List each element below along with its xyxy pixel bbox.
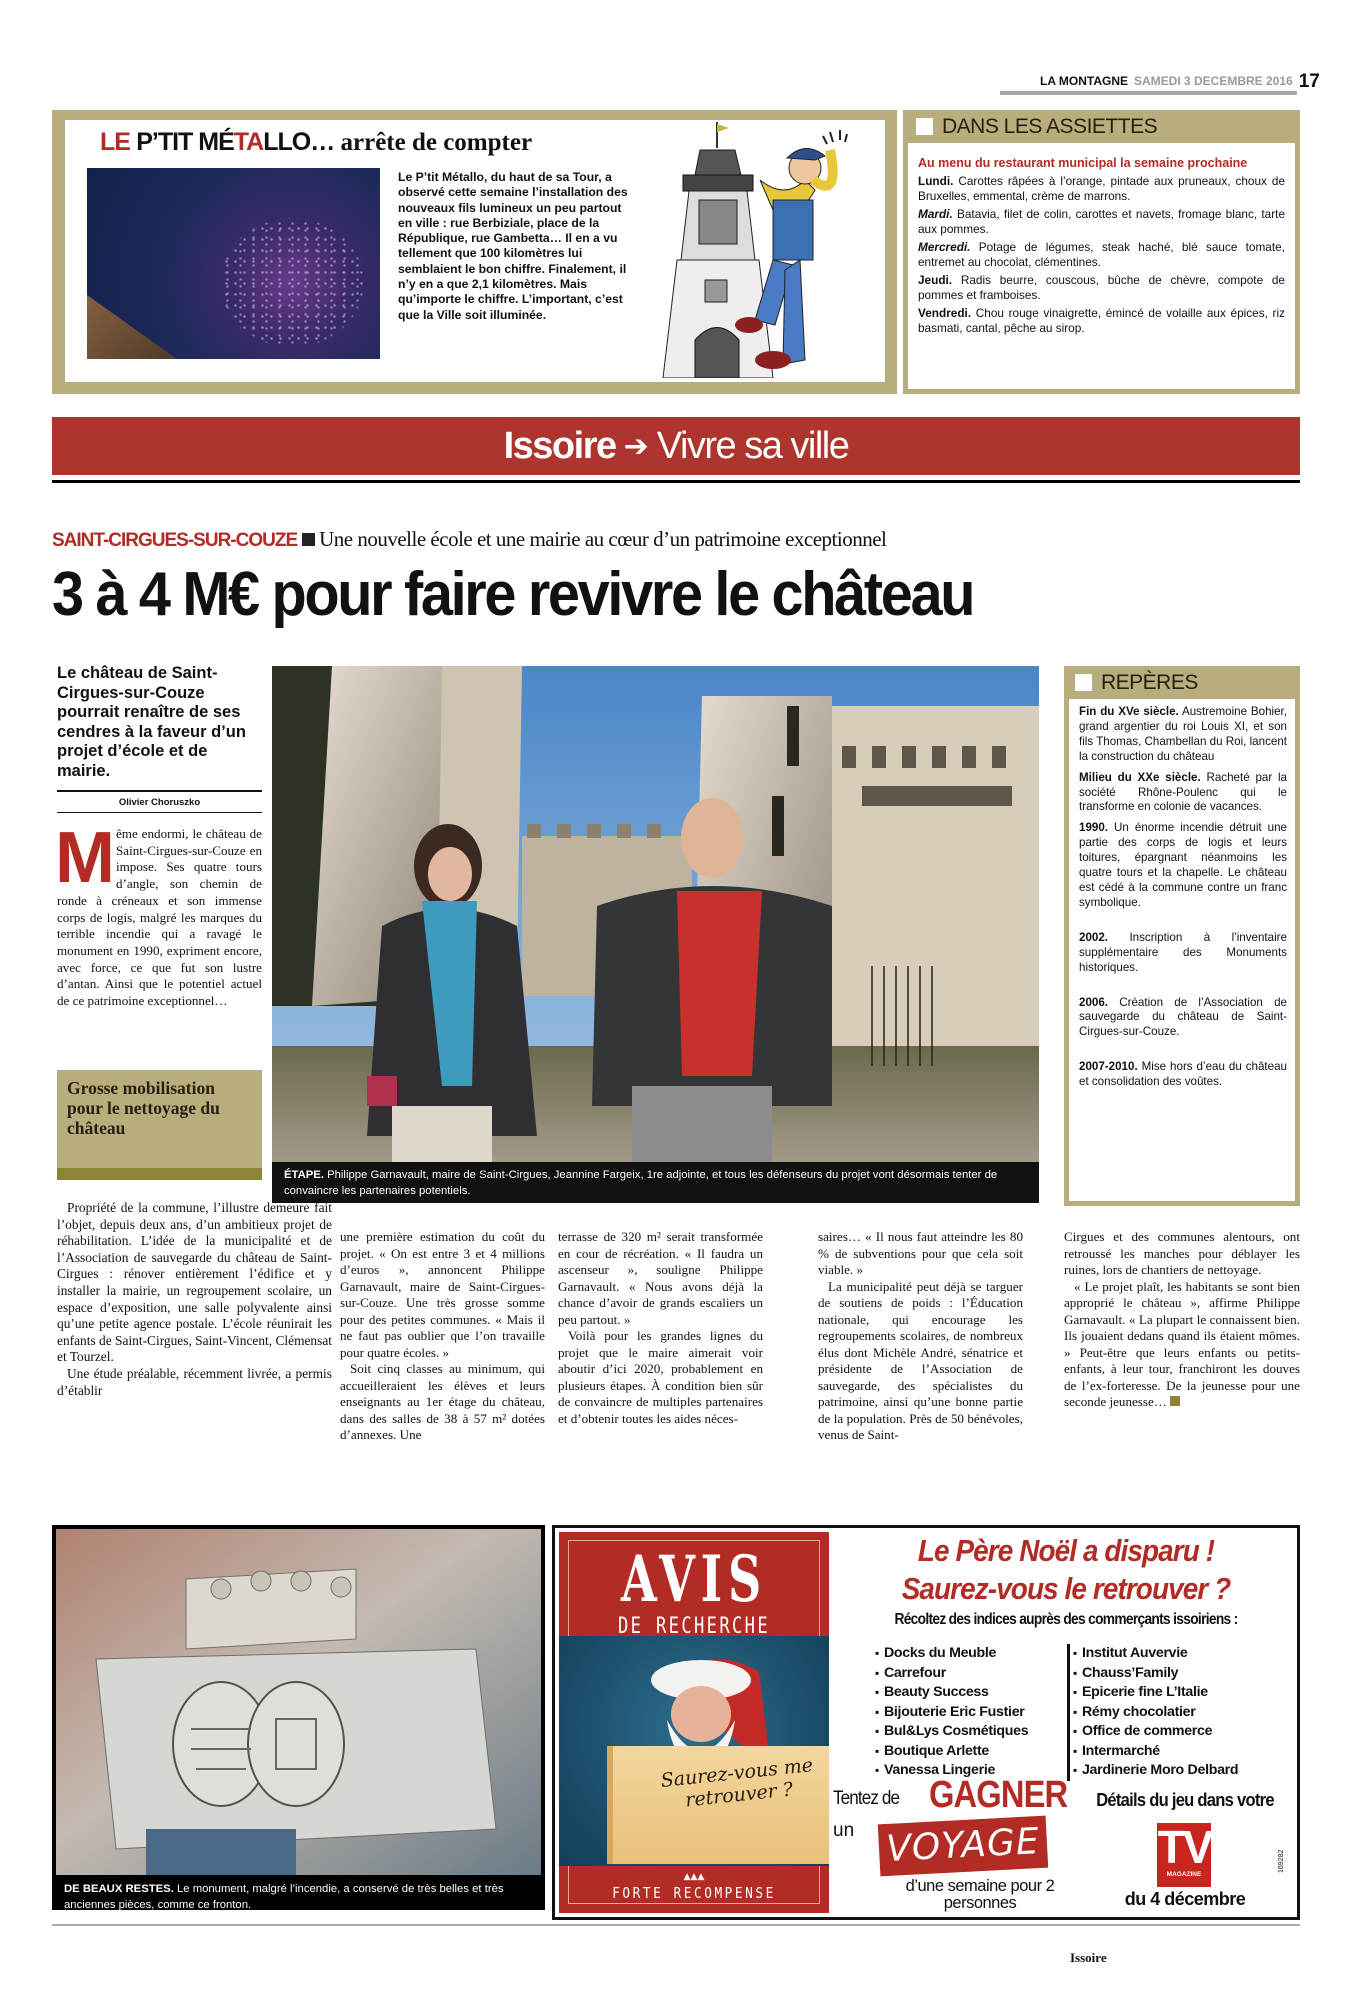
wanted-poster — [559, 1532, 829, 1913]
metallo-box — [52, 110, 897, 394]
shop-item: ▪ Bul&Lys Cosmétiques — [875, 1722, 1028, 1742]
section-rubric: Vivre sa ville — [656, 424, 849, 467]
advertisement — [552, 1525, 1300, 1920]
section-band — [52, 417, 1300, 475]
intertitle-bar — [57, 1168, 262, 1180]
paragraph: Cirgues et des communes alentours, ont retroussé les manches pour déblayer les ruines, lors de chantiers de nettoyage. — [1064, 1229, 1300, 1277]
ad-duration: d’une semaine pour 2 personnes — [905, 1877, 1055, 1912]
menu-day: Vendredi. Chou rouge vinaigrette, émincé de volaille aux épices, riz basmati, cantal, pêche au sirop. — [918, 306, 1285, 335]
square-bullet-icon — [916, 118, 933, 135]
shop-item: ▪ Intermarché — [1073, 1742, 1238, 1762]
shop-item: ▪ Carrefour — [875, 1664, 1028, 1684]
article-column — [340, 1229, 545, 1444]
menu-subtitle: Au menu du restaurant municipal la semaine prochaine — [918, 156, 1248, 170]
article-column — [818, 1229, 1023, 1444]
ad-code: 169282 — [1278, 1849, 1285, 1873]
ad-un: un — [833, 1820, 855, 1841]
footer-section: Issoire — [1070, 1950, 1107, 1965]
poster-subtitle: DE RECHERCHE — [617, 1614, 771, 1639]
tree-icons: ▲▲▲ — [683, 1872, 705, 1882]
paragraph: terrasse de 320 m² serait transformée en cour de récréation. « Il faudra un ascenseur », souligne Philippe Garnavault. « Nous avons déjà la chance d’avoir de grands escaliers un peu partout. » — [558, 1229, 763, 1327]
ad-details: Détails du jeu dans votre — [1096, 1790, 1274, 1810]
kicker-text: Une nouvelle école et une mairie au cœur d’un patrimoine exceptionnel — [319, 527, 887, 551]
footer-rule — [52, 1924, 1300, 1926]
kicker-location: SAINT-CIRGUES-SUR-COUZE — [52, 530, 298, 551]
main-photo-caption: ÉTAPE. Philippe Garnavault, maire de Saint-Cirgues, Jeannine Fargeix, 1re adjointe, et tous les défenseurs du projet vont désormais tenter de convaincre les partenaires potentiels. — [284, 1169, 998, 1197]
ad-voyage-label: VOYAGE — [878, 1816, 1048, 1877]
shop-item: ▪ Docks du Meuble — [875, 1644, 1028, 1664]
illuminations-photo — [87, 168, 380, 359]
shop-item: ▪ Vanessa Lingerie — [875, 1761, 1028, 1781]
article-standfirst: Le château de Saint-Cirgues-sur-Couze pourrait renaître de ses cendres à la faveur d’un projet d’école et de mairie. — [57, 664, 246, 780]
shop-item: ▪ Institut Auvervie — [1073, 1644, 1238, 1664]
paragraph: Propriété de la commune, l’illustre demeure fait l’objet, depuis deux ans, d’un ambitieux projet de réhabilitation. L’idée de la municipalité et de l’Association de sauvegarde du château de Saint-Cirgues : rénover entièrement l’édifice et y installer la mairie, un regroupement scolaire, un espace d’exposition, une salle polyvalente ainsi qu’une petite agence postale. L’école réunirait les enfants de Saint-Cirgues, Saint-Vincent, Clémensat et Tourzel. — [57, 1200, 332, 1365]
timeline-item: 2002. Inscription à l’inventaire supplémentaire des Monuments historiques. — [1079, 930, 1287, 974]
timeline-header: REPÈRES — [1101, 670, 1198, 694]
shop-list-left — [875, 1644, 1028, 1781]
shop-item: ▪ Chauss’Family — [1073, 1664, 1238, 1684]
menu-day: Mercredi. Potage de légumes, steak haché, blé sauce tomate, entremet au chocolat, clémentines. — [918, 240, 1285, 269]
paragraph: Une étude préalable, récemment livrée, a permis d’établir — [57, 1365, 332, 1398]
article-kicker — [52, 527, 886, 552]
square-bullet-icon — [1075, 674, 1092, 691]
menu-day: Jeudi. Radis beurre, couscous, bûche de chèvre, compote de pommes et framboises. — [918, 273, 1285, 302]
chateau-photo — [272, 666, 1039, 1162]
menu-box-header: DANS LES ASSIETTES — [942, 114, 1158, 138]
end-of-article-mark — [1170, 1396, 1180, 1406]
shop-list-right — [1067, 1644, 1238, 1781]
poster-scroll-text: Saurez-vous me retrouver ? — [659, 1754, 814, 1812]
fronton-photo-caption: DE BEAUX RESTES. Le monument, malgré l’incendie, a conservé de très belles et très anciennes pièces, comme ce fronton. — [64, 1883, 504, 1911]
paragraph: Voilà pour les grandes lignes du projet que le maire aimerait voir aboutir d’ici 2020, probablement en plusieurs étapes. À condition bien sûr de convaincre de multiples partenaires et d’obtenir toutes les aides néces- — [558, 1328, 763, 1426]
paragraph: une première estimation du coût du projet. « On est entre 3 et 4 millions d’euros », annoncent Philippe Garnavault, maire de Saint-Cirgues-sur-Couze. Une très grosse somme pour des petites communes. « Mais il ne faut pas oublier que l’on travaille pour quatre écoles. » — [340, 1229, 545, 1360]
arrow-right-icon: ➔ — [623, 428, 649, 464]
article-headline: 3 à 4 M€ pour faire revivre le château — [52, 560, 974, 629]
square-bullet-icon — [302, 533, 315, 546]
shop-item: ▪ Jardinerie Moro Delbard — [1073, 1761, 1238, 1781]
timeline-box — [1064, 666, 1300, 1206]
ad-date: du 4 décembre — [1124, 1889, 1246, 1909]
shop-item: ▪ Office de commerce — [1073, 1722, 1238, 1742]
article-lead: Même endormi, le château de Saint-Cirgues-sur-Couze en impose. Ses quatre tours d’angle, son chemin de ronde à créneaux et son immense corps de logis, malgré les marques du terrible incendie qui a ravagé le monument en 1990, expriment encore, avec force, ce que fut son lustre d’antan. Ainsi que le potentiel actuel de ce patrimoine exceptionnel… — [55, 818, 262, 1009]
page-number: 17 — [1298, 71, 1320, 92]
ad-tentez: Tentez de — [833, 1788, 900, 1809]
paragraph: « Le projet plaît, les habitants se sont bien approprié le château », affirme Philippe Garnavault. « La plupart le connaissent bien. Ils jouaient dedans quand ils étaient mômes. » Peut-être que leurs enfants ou petits-enfants, à leur tour, franchiront les douves de l’ex-forteresse. De la jeunesse pour une seconde jeunesse… — [1064, 1278, 1300, 1409]
article-column — [1064, 1229, 1300, 1411]
timeline-item: 2007-2010. Mise hors d’eau du château et consolidation des voûtes. — [1079, 1060, 1287, 1089]
drop-cap: M — [55, 818, 112, 898]
article-column — [558, 1229, 763, 1427]
article-intertitle: Grosse mobilisation pour le nettoyage du château — [57, 1070, 262, 1168]
article-author: Olivier Choruszko — [118, 797, 201, 808]
shop-item: ▪ Boutique Arlette — [875, 1742, 1028, 1762]
tv-magazine-logo: TV MAGAZINE — [1157, 1823, 1211, 1887]
newspaper-name: LA MONTAGNE — [1040, 74, 1128, 88]
shop-item: ▪ Epicerie fine L’Italie — [1073, 1683, 1238, 1703]
page-folio — [1040, 71, 1320, 93]
shop-item: ▪ Rémy chocolatier — [1073, 1703, 1238, 1723]
metallo-cartoon-illustration — [655, 120, 870, 378]
folio-rule — [1000, 91, 1297, 95]
ad-intro: Récoltez des indices auprès des commerçants issoiriens : — [894, 1611, 1238, 1628]
timeline-item: Milieu du XXe siècle. Racheté par la société Rhône-Poulenc qui le transforme en colonie de vacances. — [1079, 770, 1287, 814]
article-column — [57, 1200, 332, 1399]
issue-date: SAMEDI 3 DECEMBRE 2016 — [1134, 74, 1293, 88]
main-photo — [272, 666, 1039, 1203]
section-city: Issoire — [503, 424, 616, 467]
coat-of-arms-photo — [56, 1529, 541, 1875]
shop-item: ▪ Bijouterie Eric Fustier — [875, 1703, 1028, 1723]
menu-day: Mardi. Batavia, filet de colin, carottes et navets, fromage blanc, tarte aux pommes. — [918, 207, 1286, 236]
poster-title: AVIS — [620, 1542, 768, 1617]
ad-gagner: GAGNER — [929, 1774, 1068, 1816]
shop-item: ▪ Beauty Success — [875, 1683, 1028, 1703]
metallo-text: Le P’tit Métallo, du haut de sa Tour, a observé cette semaine l’installation des nouveaux fils lumineux un peu partout en ville : rue Berbiziale, place de la République, rue Gambetta… Il en a vu tellement que 100 kilomètres lui semblaient le bon chiffre. Finalement, il n’y en a que 2,1 kilomètres. Mais qu’importe le chiffre. L’important, c’est que la Ville soit illuminée. — [398, 170, 628, 322]
timeline-item: Fin du XVe siècle. Austremoine Bohier, grand argentier du roi Louis XI, et son fils Thomas, Chambellan du Roi, lancent la construction du château — [1079, 705, 1287, 763]
ad-title: Le Père Noël a disparu ! Saurez-vous le retrouver ? — [901, 1533, 1231, 1606]
timeline-item: 1990. Un énorme incendie détruit une partie des corps de logis et leurs toitures, épargnant néanmoins les quatre tours et la chapelle. Le château est cédé à la commune contre un franc symbolique. — [1079, 821, 1287, 909]
menu-day: Lundi. Carottes râpées à l’orange, pintade aux pruneaux, choux de Bruxelles, emmental, crème de marrons. — [918, 174, 1286, 203]
paragraph: saires… « Il nous faut atteindre les 80 % de subventions pour que cela soit viable. » — [818, 1229, 1023, 1277]
poster-footer: FORTE RECOMPENSE — [612, 1884, 776, 1902]
byline-rule — [57, 790, 262, 792]
menu-box — [903, 110, 1300, 394]
section-rule — [52, 480, 1300, 483]
byline-rule — [57, 812, 262, 813]
fronton-photo — [52, 1525, 545, 1910]
metallo-title: LE P’TIT MÉTALLO… arrête de compter — [100, 128, 533, 156]
paragraph: Soit cinq classes au minimum, qui accueilleraient les élèves et leurs enseignants au 1er étage du château, dans des salles de 38 à 57 m² dotées d’annexes. Une — [340, 1361, 545, 1442]
timeline-item: 2006. Création de l’Association de sauvegarde du château de Saint-Cirgues-sur-Couze. — [1079, 995, 1287, 1039]
paragraph: La municipalité peut déjà se targuer de soutiens de poids : l’Éducation nationale, qui encourage les regroupements scolaires, de nombreux élus dont Michèle André, sénatrice et présidente de l’Association de sauvegarde, des spécialistes du patrimoine, ainsi qu’une bonne partie de la population. Près de 50 bénévoles, venus de Saint- — [818, 1278, 1023, 1442]
